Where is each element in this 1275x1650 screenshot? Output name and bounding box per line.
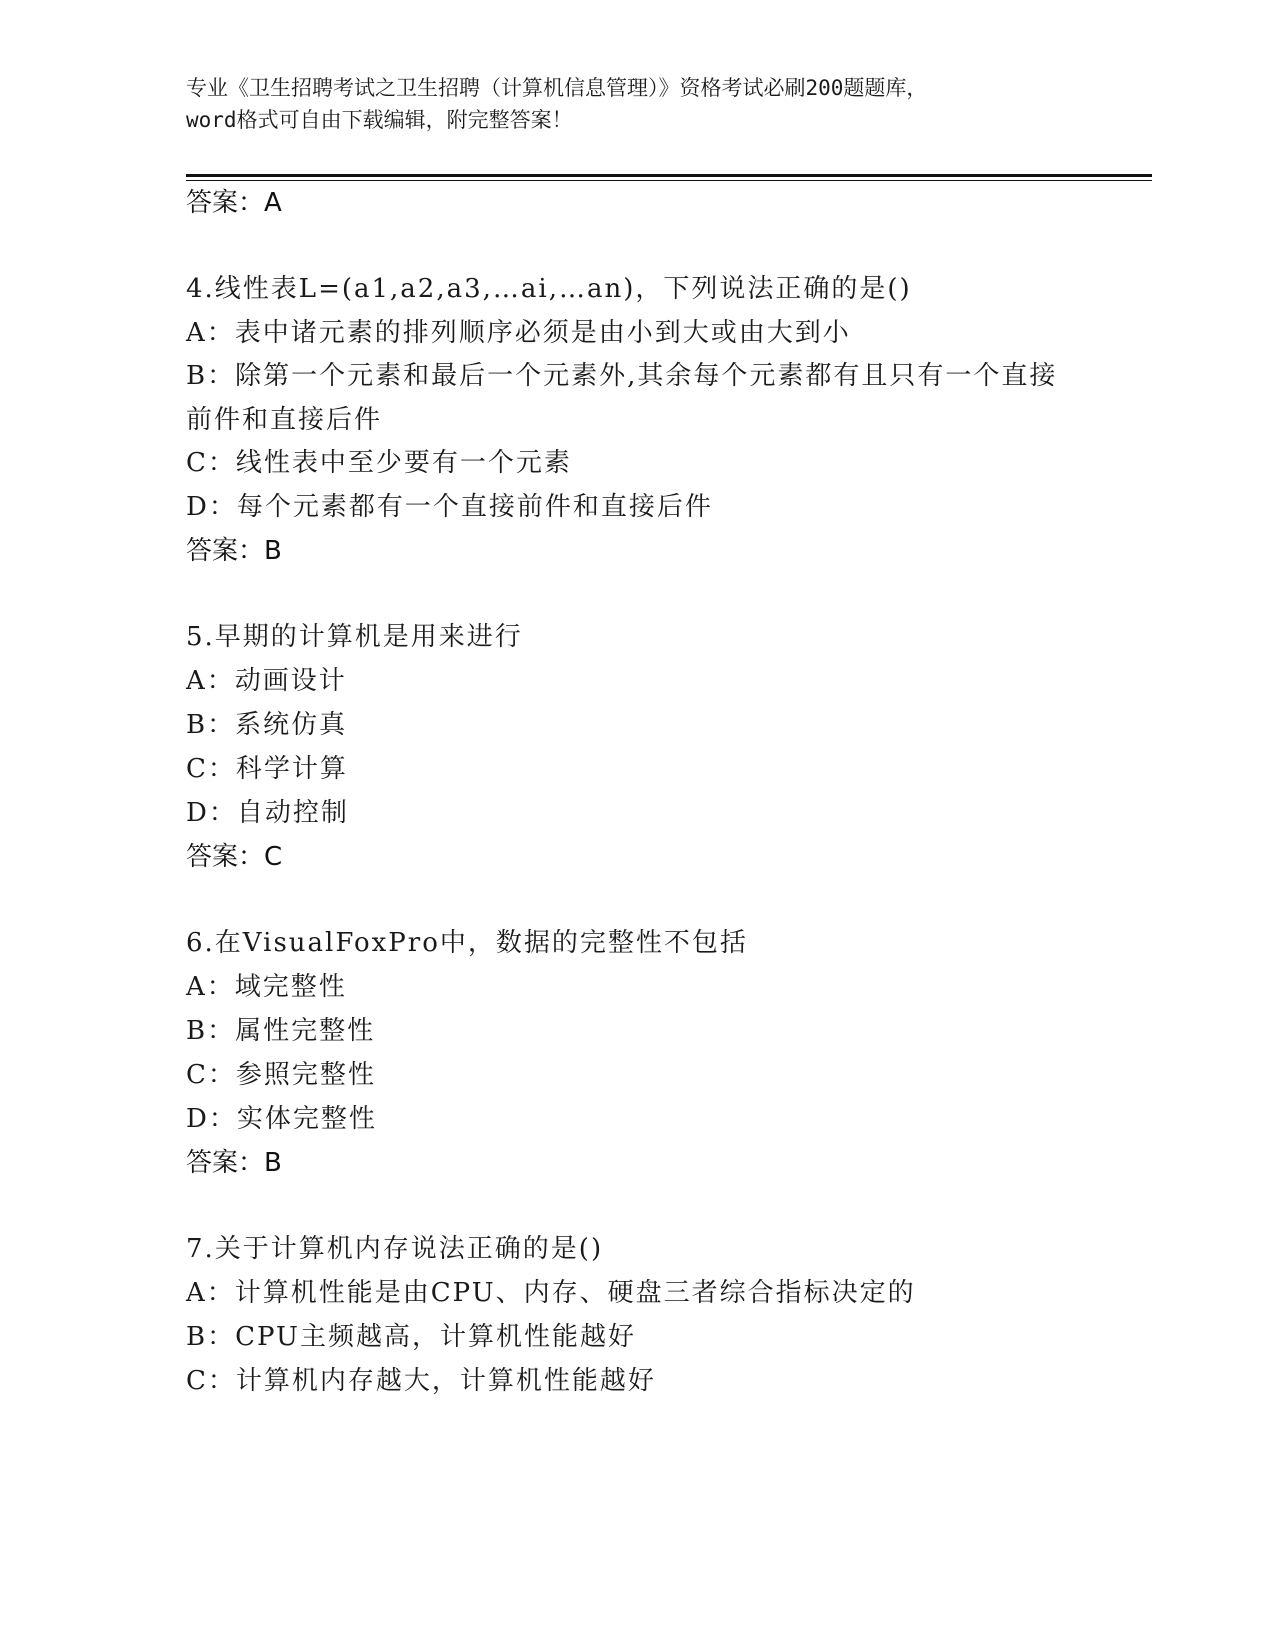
question-6-option-a: A：域完整性 <box>186 972 347 1002</box>
header-line-1: 专业《卫生招聘考试之卫生招聘（计算机信息管理）》资格考试必刷200题题库， <box>186 76 928 100</box>
question-6-answer: 答案：B <box>186 1148 282 1178</box>
question-6-option-b: B：属性完整性 <box>186 1016 376 1046</box>
question-7-option-c: C：计算机内存越大，计算机性能越好 <box>186 1366 656 1396</box>
question-7-option-a: A：计算机性能是由CPU、内存、硬盘三者综合指标决定的 <box>186 1278 916 1308</box>
header-line-2: word格式可自由下载编辑，附完整答案！ <box>186 108 573 132</box>
question-6-title: 6.在VisualFoxPro中，数据的完整性不包括 <box>186 928 748 958</box>
previous-answer: 答案：A <box>186 188 282 218</box>
question-7-title: 7.关于计算机内存说法正确的是() <box>186 1234 604 1264</box>
question-4-option-a: A：表中诸元素的排列顺序必须是由小到大或由大到小 <box>186 318 851 348</box>
question-5-option-a: A：动画设计 <box>186 666 347 696</box>
question-4-option-b: B：除第一个元素和最后一个元素外,其余每个元素都有且只有一个直接前件和直接后件 <box>186 361 1058 435</box>
question-5-option-b: B：系统仿真 <box>186 710 348 740</box>
header-divider-thin <box>186 180 1152 181</box>
question-7-option-b: B：CPU主频越高，计算机性能越好 <box>186 1322 636 1352</box>
question-4-title: 4.线性表L=(a1,a2,a3,…ai,…an)，下列说法正确的是() <box>186 274 912 304</box>
question-6-option-c: C：参照完整性 <box>186 1060 376 1090</box>
question-4-option-c: C：线性表中至少要有一个元素 <box>186 448 572 478</box>
question-6-option-d: D：实体完整性 <box>186 1104 377 1134</box>
question-4-answer: 答案：B <box>186 536 282 566</box>
document-header <box>186 72 1086 136</box>
question-5-title: 5.早期的计算机是用来进行 <box>186 622 523 652</box>
question-5-option-d: D：自动控制 <box>186 798 349 828</box>
question-5-option-c: C：科学计算 <box>186 754 348 784</box>
header-divider-thick <box>186 174 1152 177</box>
question-4-option-d: D：每个元素都有一个直接前件和直接后件 <box>186 492 713 522</box>
question-5-answer: 答案：C <box>186 842 283 872</box>
